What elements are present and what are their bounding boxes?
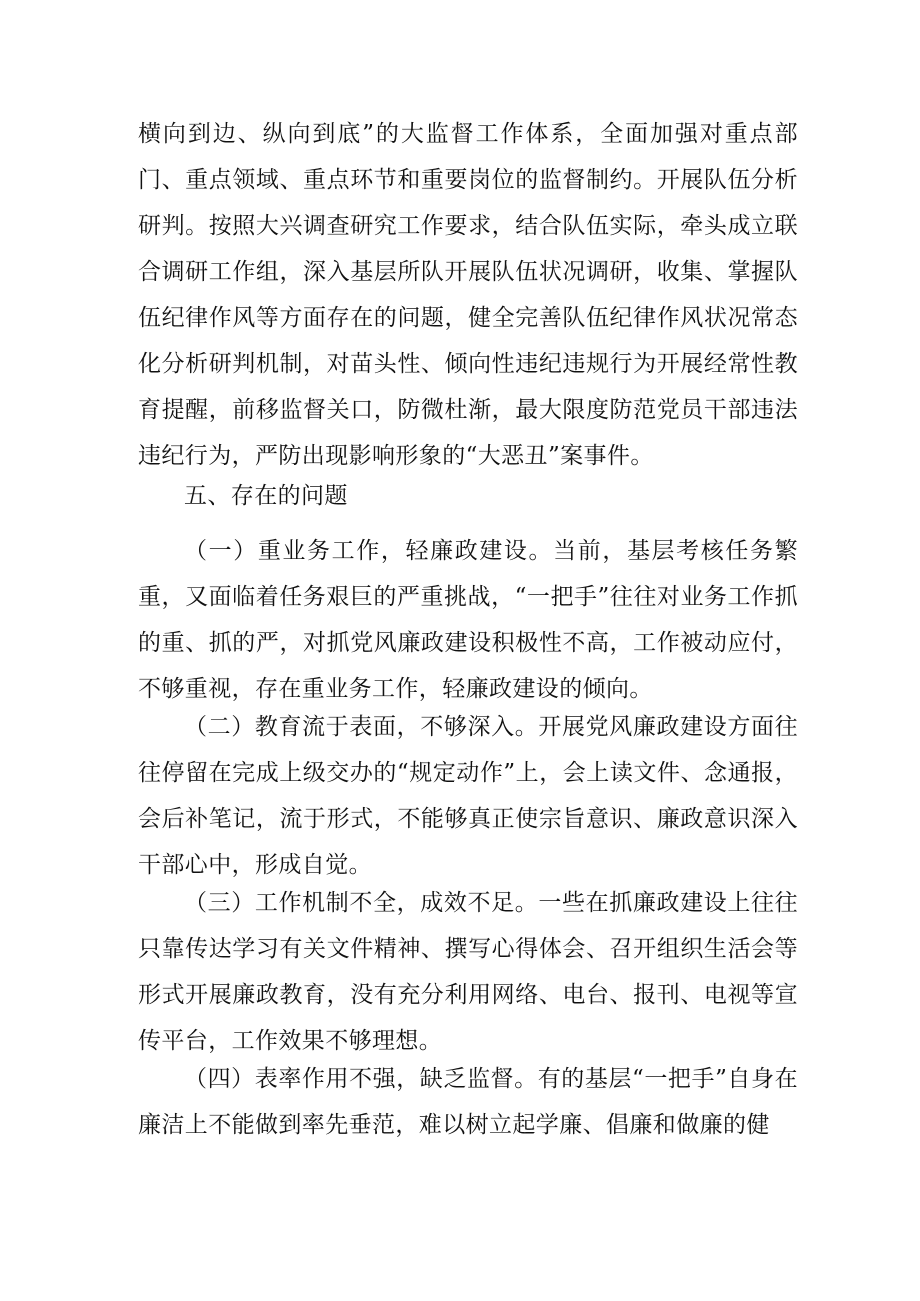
section-heading-problems: 五、存在的问题 [184, 483, 348, 509]
issue-paragraph-4: （四）表率作用不强，缺乏监督。有的基层“一把手”自身在廉洁上不能做到率先垂范，难以树立起学廉、倡廉和做廉的健 [138, 1066, 798, 1138]
issue-paragraph-3: （三）工作机制不全，成效不足。一些在抓廉政建设上往往只靠传达学习有关文件精神、撰写心得体会、召开组织生活会等形式开展廉政教育，没有充分利用网络、电台、报刊、电视等宣传平台，工作效果不够理想。 [138, 890, 798, 1054]
issue-paragraph-2: （二）教育流于表面，不够深入。开展党风廉政建设方面往往停留在完成上级交办的“规定动作”上，会上读文件、念通报，会后补笔记，流于形式，不能够真正使宗旨意识、廉政意识深入干部心中，形成自觉。 [138, 714, 798, 878]
issue-paragraph-1: （一）重业务工作，轻廉政建设。当前，基层考核任务繁重，又面临着任务艰巨的严重挑战，“一把手”往往对业务工作抓的重、抓的严，对抓党风廉政建设积极性不高，工作被动应付，不够重视，存在重业务工作，轻廉政建设的倾向。 [138, 538, 798, 702]
continuation-paragraph: 横向到边、纵向到底”的大监督工作体系，全面加强对重点部门、重点领域、重点环节和重要岗位的监督制约。开展队伍分析研判。按照大兴调查研究工作要求，结合队伍实际，牵头成立联合调研工作组，深入基层所队开展队伍状况调研，收集、掌握队伍纪律作风等方面存在的问题，健全完善队伍纪律作风状况常态化分析研判机制，对苗头性、倾向性违纪违规行为开展经常性教育提醒，前移监督关口，防微杜渐，最大限度防范党员干部违法违纪行为，严防出现影响形象的“大恶丑”案事件。 [138, 121, 798, 469]
